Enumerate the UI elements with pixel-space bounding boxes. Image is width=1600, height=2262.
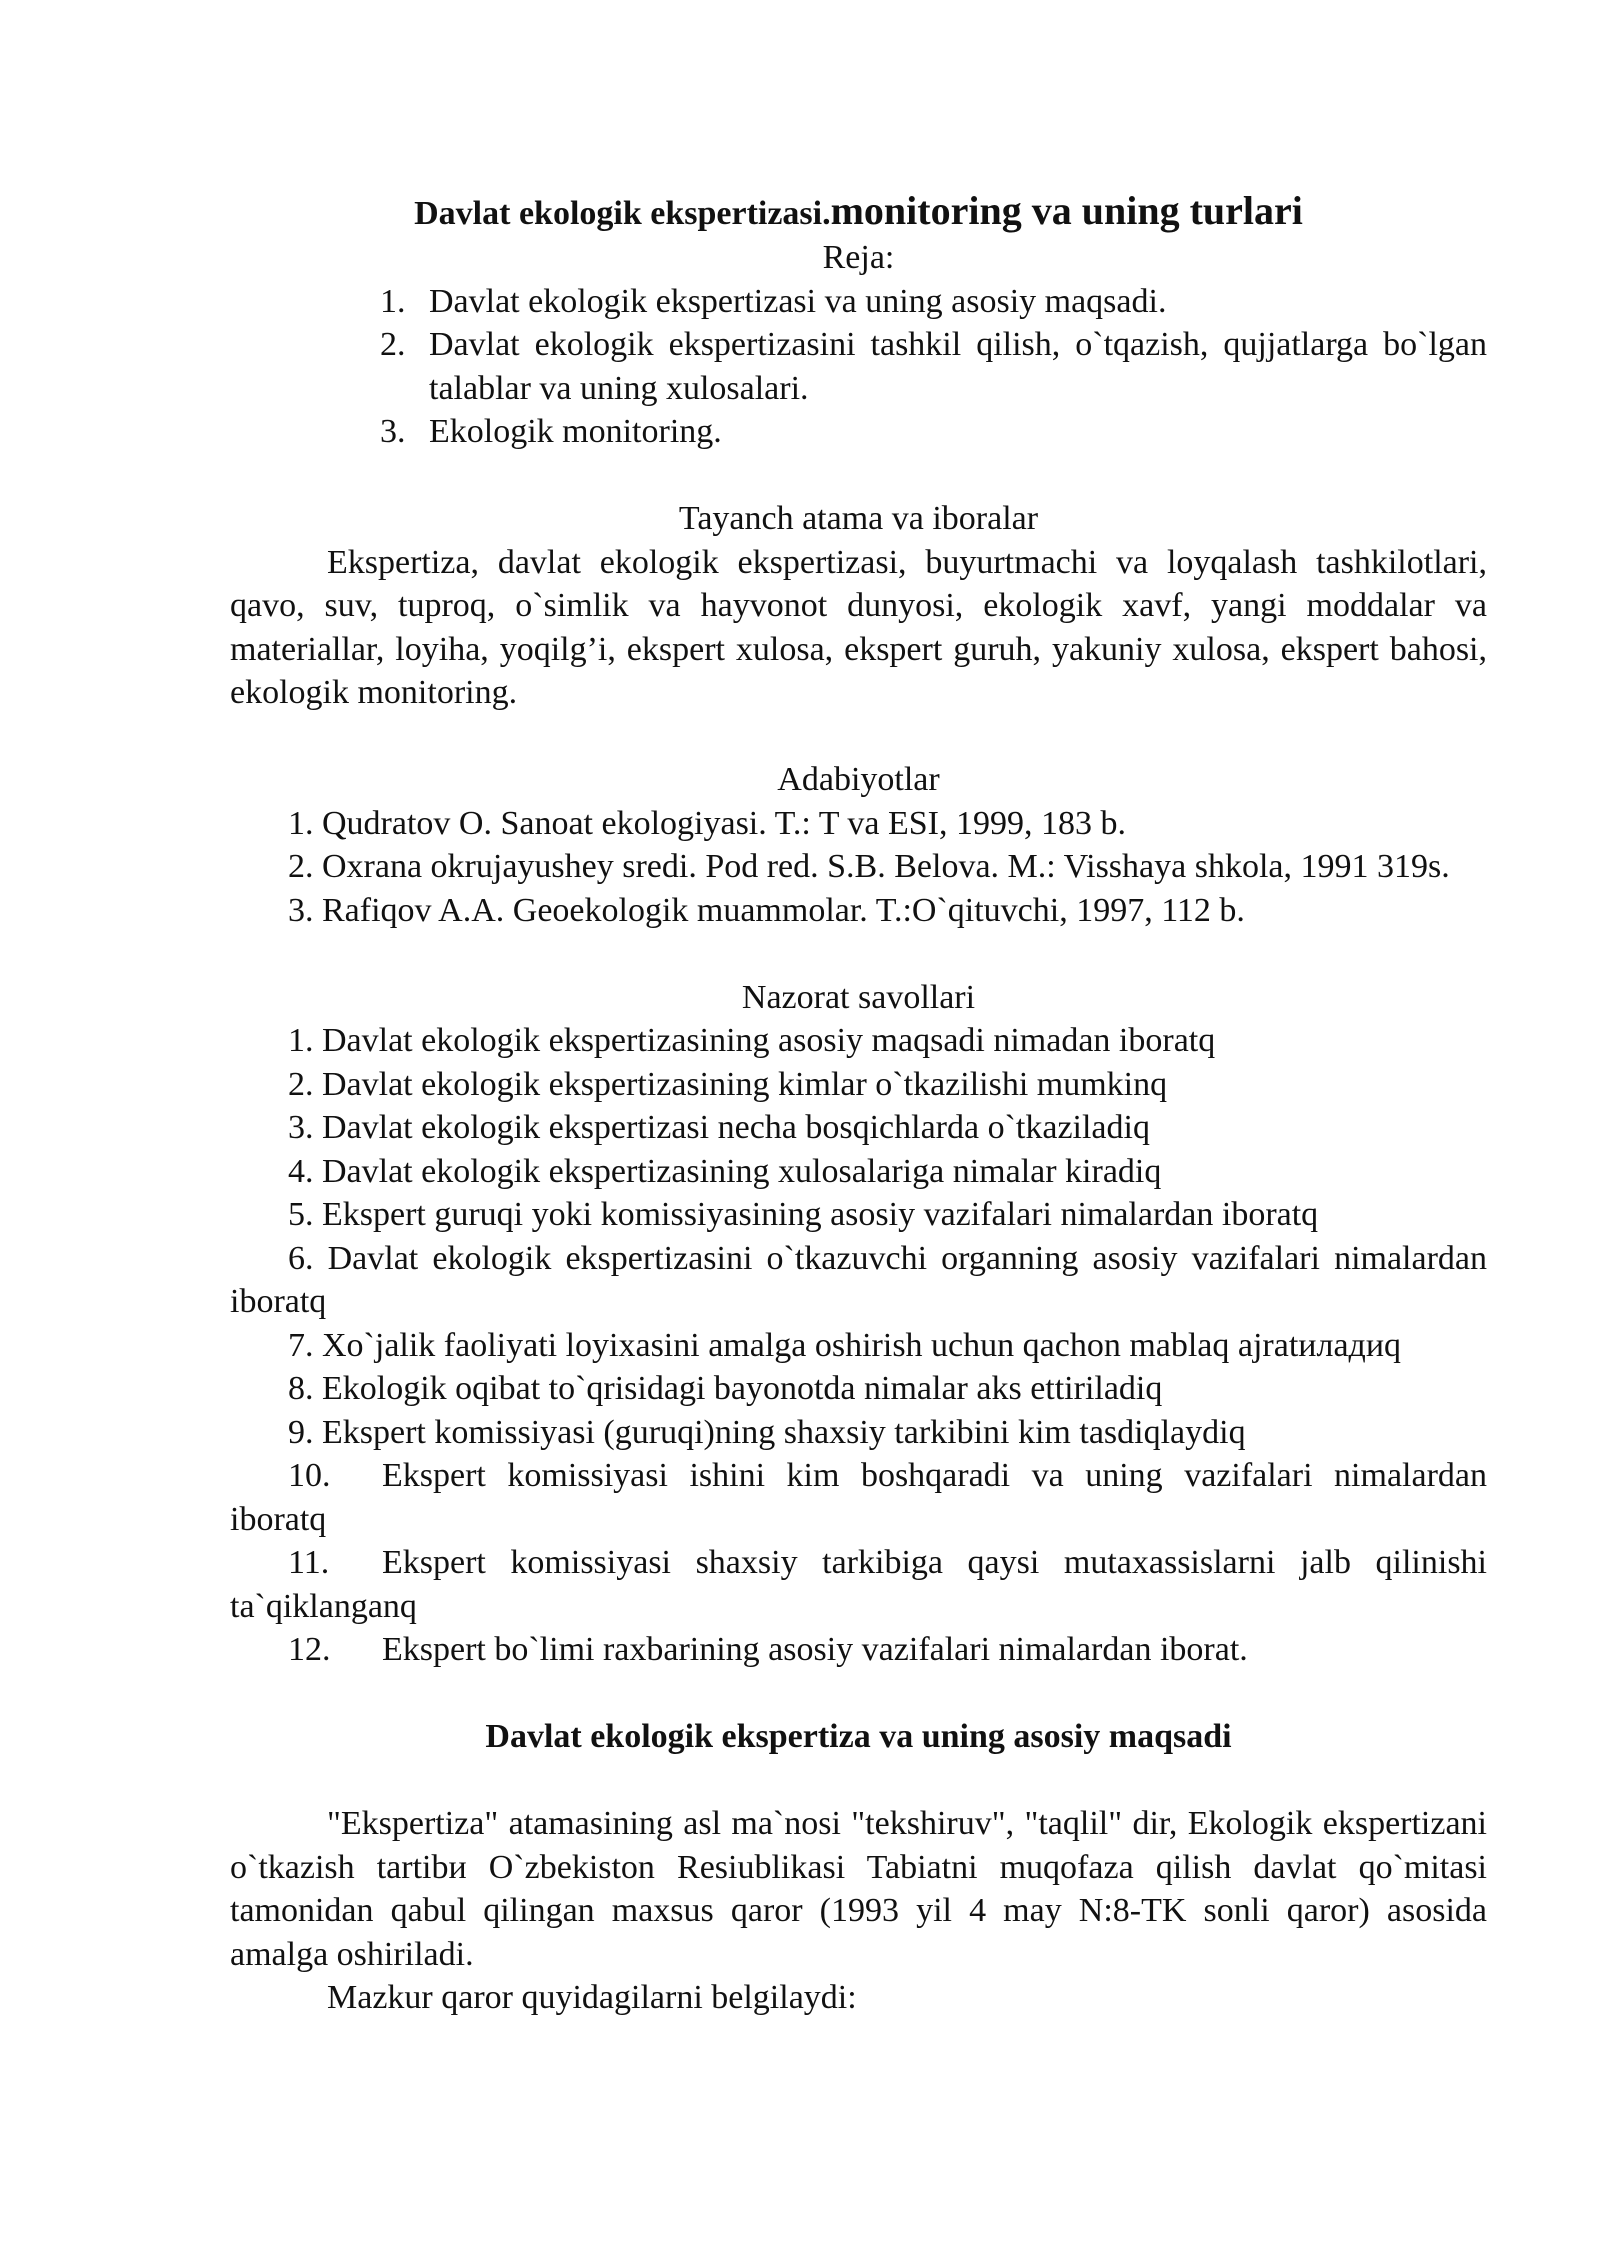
literature-heading: Adabiyotlar [777,761,940,798]
section-heading: Davlat ekologik ekspertiza va uning asosiy maqsadi [485,1718,1232,1755]
question-text: Ekspert komissiyasi shaxsiy tarkibiga qaysi mutaxassislarni jalb qilinishi ta`qiklanganq [230,1544,1487,1625]
question-number: 11. [288,1544,330,1581]
question-number: 9. [288,1413,314,1451]
question-number: 5. [288,1196,314,1233]
question-text: Ekspert bo`limi raxbarining asosiy vazifalari nimalardan iborat. [382,1631,1248,1668]
reja-item [380,323,1487,410]
question-text: Davlat ekologik ekspertizasi necha bosqichlarda o`tkaziladiq [322,1109,1150,1146]
question-number: 1. [288,1022,314,1059]
question-item [230,1106,1487,1150]
question-text: Davlat ekologik ekspertizasini o`tkazuvchi organning asosiy vazifalari nimalardan iboratq [230,1239,1488,1320]
question-item [230,1150,1487,1194]
question-text: Davlat ekologik ekspertizasining xulosalariga nimalar kiradiq [322,1152,1162,1190]
reja-item-text: Davlat ekologik ekspertizasini tashkil qilish, o`tqazish, qujjatlarga bo`lgan talablar va uning xulosalari. [429,326,1487,407]
reja-item [380,410,1487,454]
terms-heading: Tayanch atama va iboralar [678,500,1039,537]
question-text: Ekspert komissiyasi (guruqi)ning shaxsiy tarkibini kim tasdiqlaydiq [322,1413,1246,1451]
section-paragraph: "Ekspertiza" atamasining asl ma`nosi "tekshiruv", "taqlil" dir, Ekologik ekspertizani o`tkazish tartibи O`zbekiston Resiublikasi Tabiatni muqofaza qilish davlat qo`mitasi tamonidan qabul qilingan maxsus qaror (1993 yil 4 may N:8-TK sonli qaror) asosida amalga oshiriladi. [230,1805,1487,1973]
question-text: Davlat ekologik ekspertizasining asosiy maqsadi nimadan iboratq [322,1022,1216,1059]
question-text: Davlat ekologik ekspertizasining kimlar o`tkazilishi mumkinq [322,1065,1168,1103]
literature-item: 2. Oxrana okrujayushey sredi. Pod red. S.B. Belova. M.: Visshaya shkola, 1991 319s. [288,848,1450,885]
question-item [230,1237,1487,1324]
reja-item-number: 2. [380,326,406,363]
document-page [230,186,1487,2020]
question-number: 10. [288,1457,331,1494]
question-number: 12. [288,1631,331,1668]
reja-item-text: Davlat ekologik ekspertizasi va uning asosiy maqsadi. [429,282,1167,320]
question-text: Ekspert guruqi yoki komissiyasining asosiy vazifalari nimalardan iboratq [322,1196,1319,1233]
question-text: Xo`jalik faoliyati loyixasini amalga oshirish uchun qachon mablaq ajratиладиq [322,1326,1402,1364]
question-item [230,1367,1487,1411]
questions-heading: Nazorat savollari [741,978,976,1016]
reja-item-number: 3. [380,413,406,450]
literature-item: 1. Qudratov O. Sanoat ekologiyasi. T.: T va ESI, 1999, 183 b. [288,804,1126,842]
question-item [230,1411,1487,1455]
document-title [230,186,1487,236]
question-item [230,1324,1487,1368]
question-number: 8. [288,1370,314,1407]
terms-paragraph: Ekspertiza, davlat ekologik ekspertizasi, buyurtmachi va loyqalash tashkilotlari, qavo, suv, tuproq, o`simlik va hayvonot dunyosi, ekologik xavf, yangi moddalar va materiallar, loyiha, yoqilg’i, ekspert xulosa, ekspert guruh, yakuniy xulosa, ekspert bahosi, ekologik monitoring. [230,543,1487,711]
question-item [230,1193,1487,1237]
title-part-2: monitoring va uning turlari [830,188,1303,233]
question-number: 4. [288,1152,314,1190]
reja-list [380,280,1487,454]
question-number: 6. [288,1239,314,1277]
section-paragraph: Mazkur qaror quyidagilarni belgilaydi: [327,1979,857,2016]
literature-item: 3. Rafiqov A.A. Geoekologik muammolar. T.:O`qituvchi, 1997, 112 b. [288,891,1245,929]
question-item [230,1454,1487,1541]
question-item [230,1019,1487,1063]
reja-heading: Reja: [822,239,895,276]
reja-item-number: 1. [380,282,406,320]
question-text: Ekologik oqibat to`qrisidagi bayonotda nimalar aks ettiriladiq [322,1370,1163,1407]
question-number: 2. [288,1065,314,1103]
reja-item [380,280,1487,324]
question-item [230,1628,1487,1672]
question-number: 3. [288,1109,314,1146]
question-item [230,1063,1487,1107]
question-item [230,1541,1487,1628]
reja-item-text: Ekologik monitoring. [429,413,722,450]
title-part-1: Davlat ekologik ekspertizasi. [414,195,831,232]
question-text: Ekspert komissiyasi ishini kim boshqaradi va uning vazifalari nimalardan iboratq [230,1457,1487,1538]
question-number: 7. [288,1326,314,1364]
